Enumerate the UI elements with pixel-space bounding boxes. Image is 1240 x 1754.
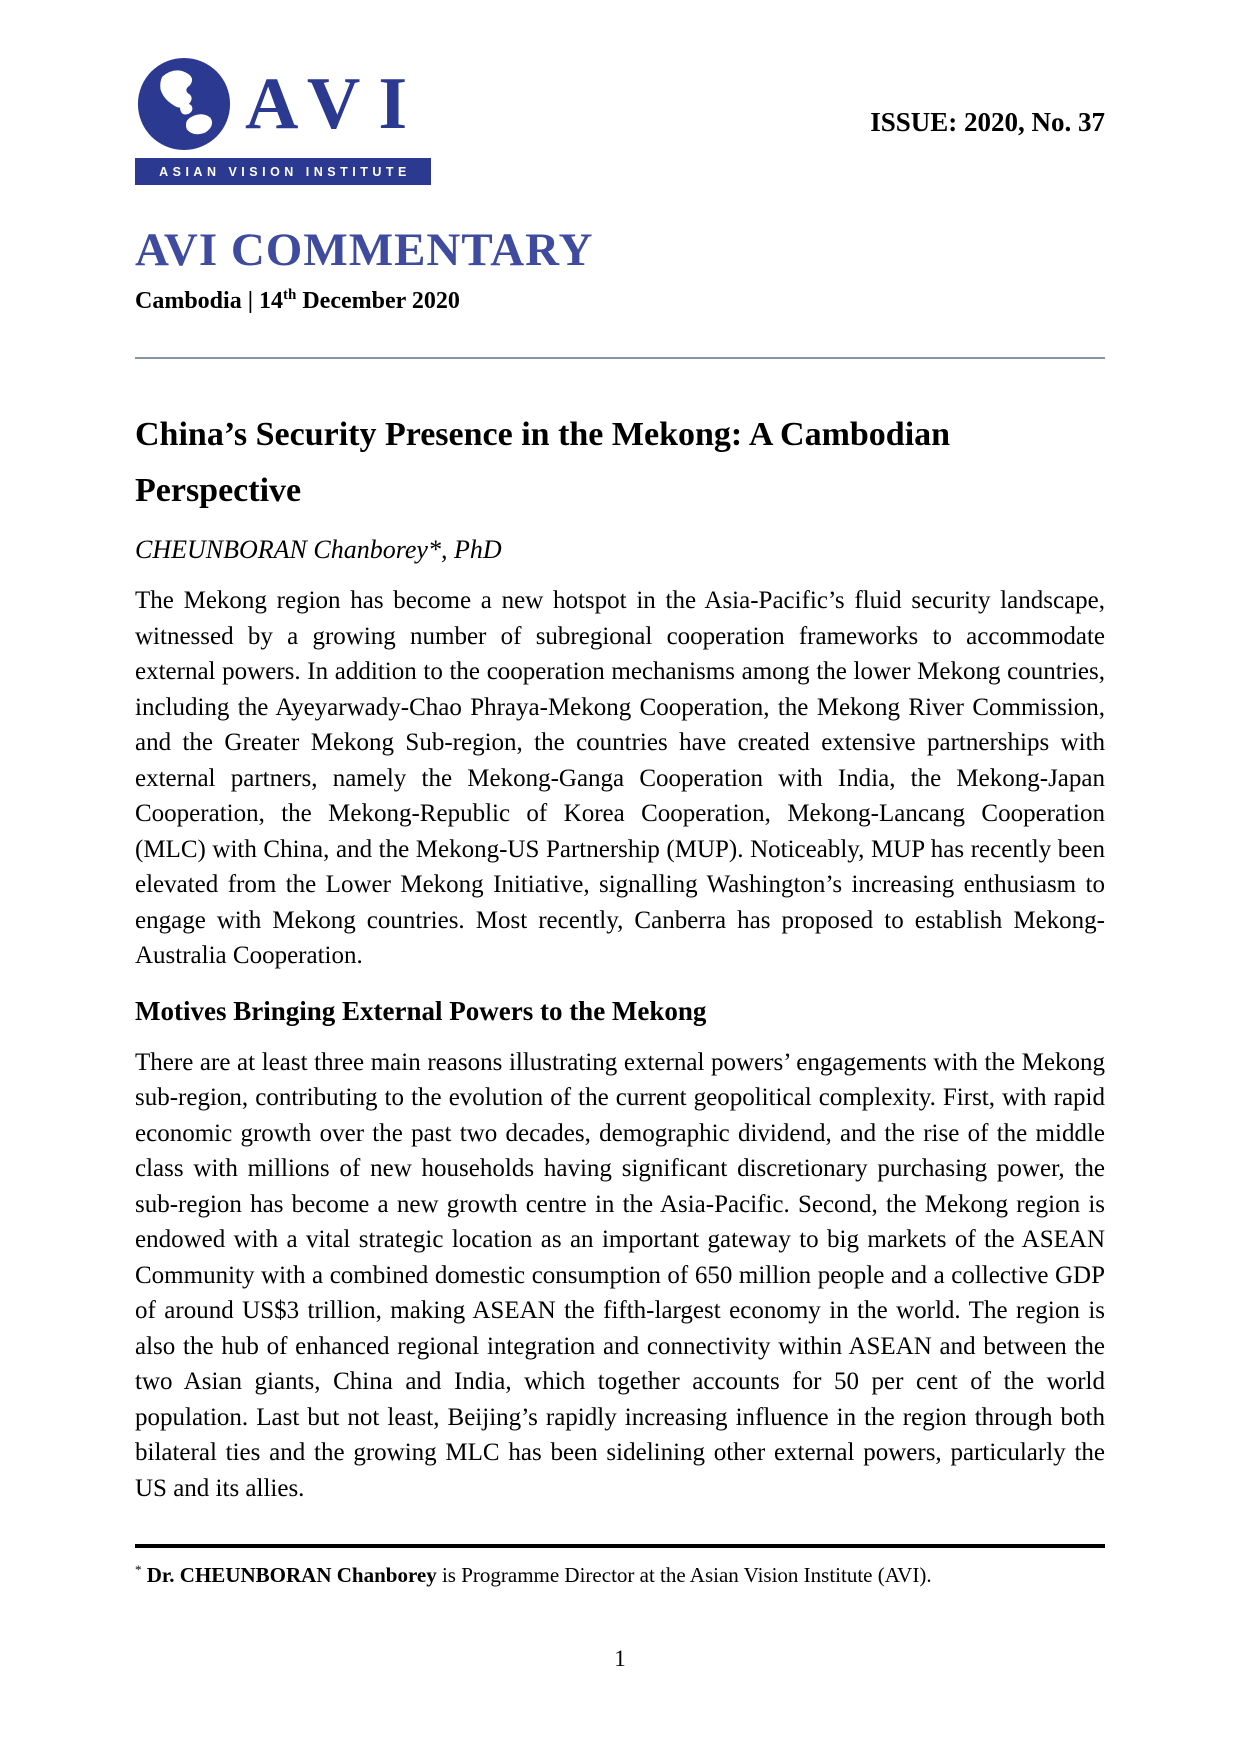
page-number: 1 <box>614 1646 626 1671</box>
footnote <box>135 1562 1105 1588</box>
avi-logo <box>135 55 431 185</box>
masthead-title: AVI COMMENTARY <box>135 224 594 276</box>
author-line: CHEUNBORAN Chanborey*, PhD <box>135 535 502 565</box>
footnote-divider <box>135 1544 1105 1548</box>
issue-number: ISSUE: 2020, No. 37 <box>870 107 1105 137</box>
footnote-text: is Programme Director at the Asian Vision Institute (AVI). <box>436 1563 932 1588</box>
page-header <box>135 55 1105 185</box>
footnote-marker: * <box>135 1562 142 1578</box>
dateline-ordinal: th <box>282 287 297 303</box>
dateline-suffix: December 2020 <box>296 288 460 314</box>
section-heading-motives: Motives Bringing External Powers to the Mekong <box>135 995 707 1026</box>
header-divider <box>135 357 1105 359</box>
logo-banner: ASIAN VISION INSTITUTE <box>135 158 431 185</box>
footnote-author: Dr. CHEUNBORAN Chanborey <box>146 1563 437 1588</box>
avi-logo-top <box>135 55 431 153</box>
paragraph-intro: The Mekong region has become a new hotspot in the Asia-Pacific’s fluid security landscape, witnessed by a growing number of subregional cooperation frameworks to accommodate external powers. In addition to the cooperation mechanisms among the lower Mekong countries, including the Ayeyarwady-Chao Phraya-Mekong Cooperation, the Mekong River Commission, and the Greater Mekong Sub-region, the countries have created extensive partnerships with external partners, namely the Mekong-Ganga Cooperation with India, the Mekong-Japan Cooperation, the Mekong-Republic of Korea Cooperation, Mekong-Lancang Cooperation (MLC) with China, and the Mekong-US Partnership (MUP). Noticeably, MUP has recently been elevated from the Lower Mekong Initiative, signalling Washington’s increasing enthusiasm to engage with Mekong countries. Most recently, Canberra has proposed to establish Mekong-Australia Cooperation. <box>135 587 1105 970</box>
dateline <box>135 287 1105 315</box>
article-title: China’s Security Presence in the Mekong: A Cambodian Perspective <box>135 416 951 510</box>
paragraph-motives: There are at least three main reasons illustrating external powers’ engagements with the Mekong sub-region, contributing to the evolution of the current geopolitical complexity. First, with rapid economic growth over the past two decades, demographic dividend, and the rise of the middle class with millions of new households having significant discretionary purchasing power, the sub-region has become a new growth centre in the Asia-Pacific. Second, the Mekong region is endowed with a vital strategic location as an important gateway to big markets of the ASEAN Community with a combined domestic consumption of 650 million people and a collective GDP of around US$3 trillion, making ASEAN the fifth-largest economy in the world. The region is also the hub of enhanced regional integration and connectivity within ASEAN and between the two Asian giants, China and India, which together accounts for 50 per cent of the world population. Last but not least, Beijing’s rapidly increasing influence in the region through both bilateral ties and the growing MLC has been sidelining other external powers, particularly the US and its allies. <box>135 1048 1105 1502</box>
dateline-prefix: Cambodia | 14 <box>135 288 283 314</box>
globe-icon <box>135 55 233 153</box>
logo-acronym: AVI <box>245 63 426 145</box>
